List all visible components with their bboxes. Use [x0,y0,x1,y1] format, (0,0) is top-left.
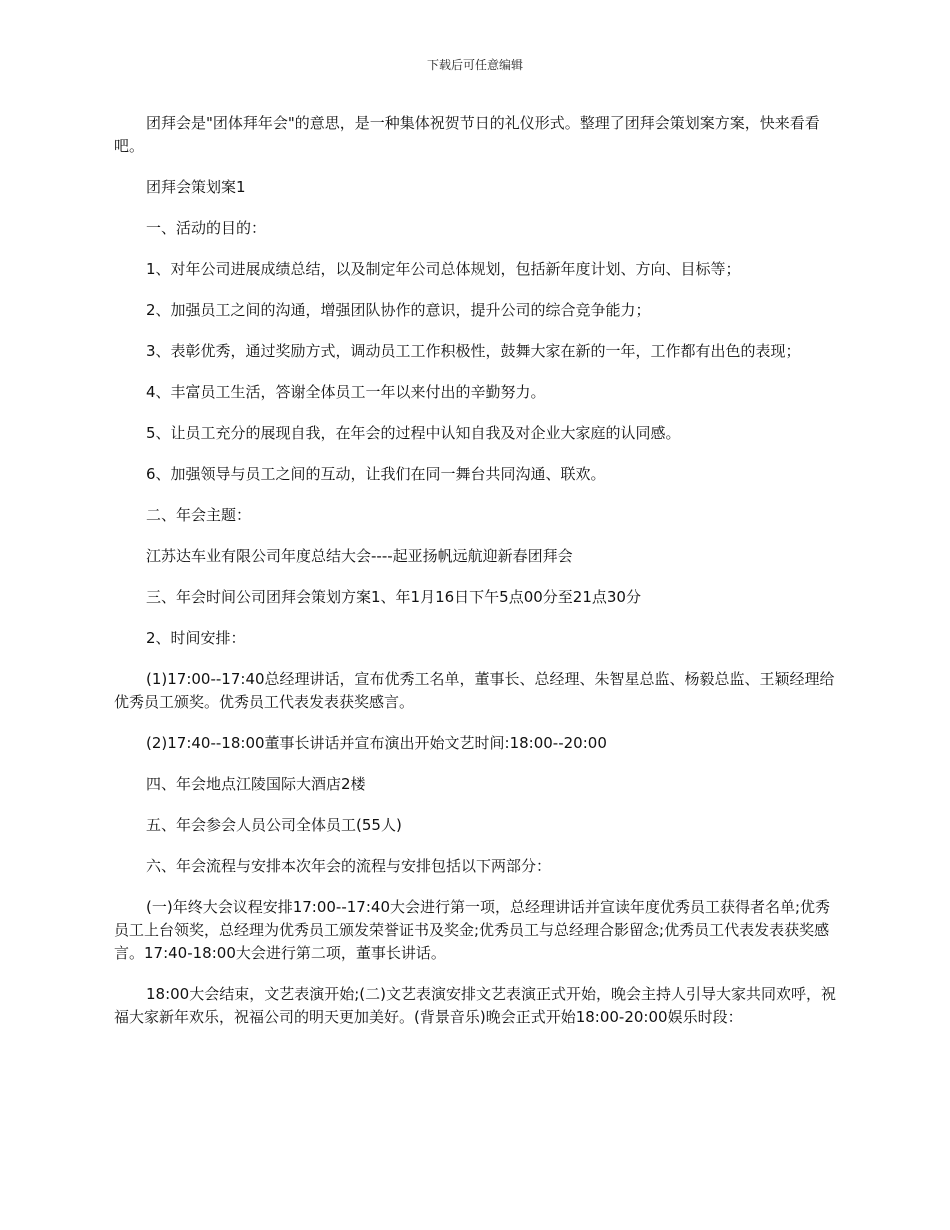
schedule-item-1: (1)17:00--17:40总经理讲话，宣布优秀工名单，董事长、总经理、朱智星总监、杨毅总监、王颖经理给优秀员工颁奖。优秀员工代表发表获奖感言。 [114,670,835,711]
section-venue: 四、年会地点江陵国际大酒店2楼 [146,775,366,793]
schedule-item-2: (2)17:40--18:00董事长讲话并宣布演出开始文艺时间:18:00--20:00 [146,734,607,752]
section-heading-time: 三、年会时间公司团拜会策划方案1、年1月16日下午5点00分至21点30分 [146,588,641,606]
document-body [114,112,836,1047]
intro-paragraph: 团拜会是"团体拜年会"的意思，是一种集体祝贺节日的礼仪形式。整理了团拜会策划案方案，快来看看吧。 [114,114,820,155]
purpose-item-5: 5、让员工充分的展现自我，在年会的过程中认知自我及对企业大家庭的认同感。 [146,424,681,442]
page-header-note: 下载后可任意编辑 [426,58,523,72]
purpose-item-2: 2、加强员工之间的沟通，增强团队协作的意识，提升公司的综合竞争能力； [146,301,651,319]
purpose-item-3: 3、表彰优秀，通过奖励方式，调动员工工作积极性，鼓舞大家在新的一年，工作都有出色的表现； [146,342,801,360]
purpose-item-4: 4、丰富员工生活，答谢全体员工一年以来付出的辛勤努力。 [146,383,546,401]
purpose-item-6: 6、加强领导与员工之间的互动，让我们在同一舞台共同沟通、联欢。 [146,465,606,483]
process-part-1: (一)年终大会议程安排17:00--17:40大会进行第一项，总经理讲话并宣读年度优秀员工获得者名单;优秀员工上台领奖，总经理为优秀员工颁发荣誉证书及奖金;优秀员工与总经理合影留念;优秀员工代表发表获奖感言。17:40-18:00大会进行第二项，董事长讲话。 [114,898,831,962]
section-heading-purpose: 一、活动的目的： [146,219,267,237]
section-attendees: 五、年会参会人员公司全体员工(55人) [146,816,402,834]
plan-title: 团拜会策划案1 [146,178,246,196]
schedule-heading: 2、时间安排： [146,629,246,647]
section-heading-theme: 二、年会主题： [146,506,252,524]
purpose-item-1: 1、对年公司进展成绩总结，以及制定年公司总体规划，包括新年度计划、方向、目标等； [146,260,741,278]
section-process: 六、年会流程与安排本次年会的流程与安排包括以下两部分： [146,857,552,875]
process-part-2: 18:00大会结束，文艺表演开始;(二)文艺表演安排文艺表演正式开始，晚会主持人引导大家共同欢呼，祝福大家新年欢乐，祝福公司的明天更加美好。(背景音乐)晚会正式开始18:00-20:00娱乐时段： [114,985,836,1026]
theme-text: 江苏达车业有限公司年度总结大会----起亚扬帆远航迎新春团拜会 [146,547,573,565]
